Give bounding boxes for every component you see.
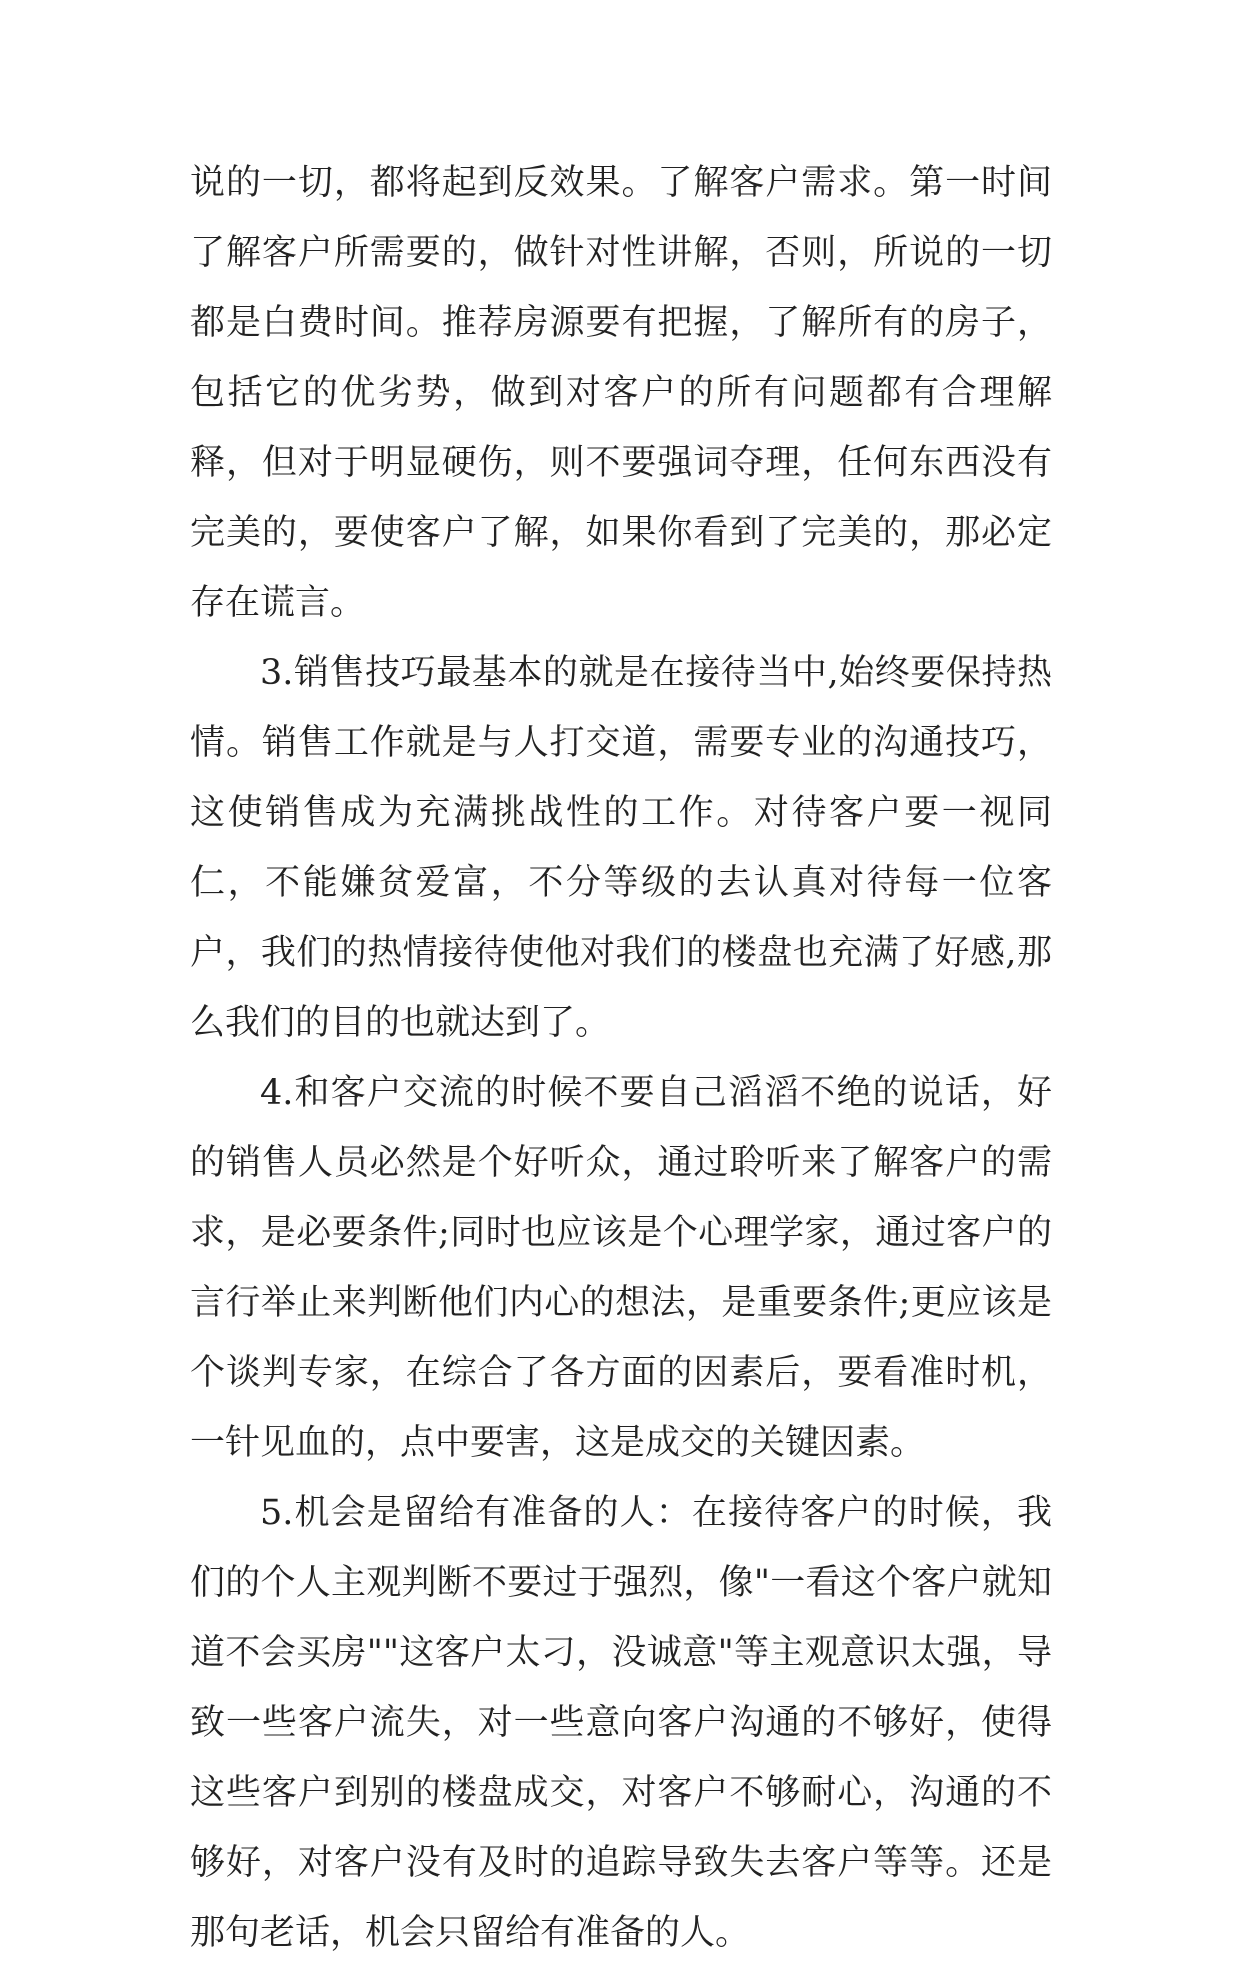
paragraph-point-4: 4.和客户交流的时候不要自己滔滔不绝的说话，好的销售人员必然是个好听众，通过聆听来了解客户的需求，是必要条件;同时也应该是个心理学家，通过客户的言行举止来判断他们内心的想法，是重要条件;更应该是个谈判专家，在综合了各方面的因素后，要看准时机，一针见血的，点中要害，这是成交的关键因素。 bbox=[190, 1073, 1052, 1463]
paragraph-continuation: 说的一切，都将起到反效果。了解客户需求。第一时间了解客户所需要的，做针对性讲解，否则，所说的一切都是白费时间。推荐房源要有把握，了解所有的房子，包括它的优劣势，做到对客户的所有问题都有合理解释，但对于明显硬伤，则不要强词夺理，任何东西没有完美的，要使客户了解，如果你看到了完美的，那必定存在谎言。 bbox=[190, 163, 1052, 623]
paragraph-point-5: 5.机会是留给有准备的人：在接待客户的时候，我们的个人主观判断不要过于强烈，像"一看这个客户就知道不会买房""这客户太刁，没诚意"等主观意识太强，导致一些客户流失，对一些意向客户沟通的不够好，使得这些客户到别的楼盘成交，对客户不够耐心，沟通的不够好，对客户没有及时的追踪导致失去客户等等。还是那句老话，机会只留给有准备的人。 bbox=[190, 1493, 1052, 1953]
document-page bbox=[190, 148, 1052, 1968]
paragraph-point-3: 3.销售技巧最基本的就是在接待当中,始终要保持热情。销售工作就是与人打交道，需要专业的沟通技巧，这使销售成为充满挑战性的工作。对待客户要一视同仁，不能嫌贫爱富，不分等级的去认真对待每一位客户，我们的热情接待使他对我们的楼盘也充满了好感,那么我们的目的也就达到了。 bbox=[190, 653, 1052, 1043]
